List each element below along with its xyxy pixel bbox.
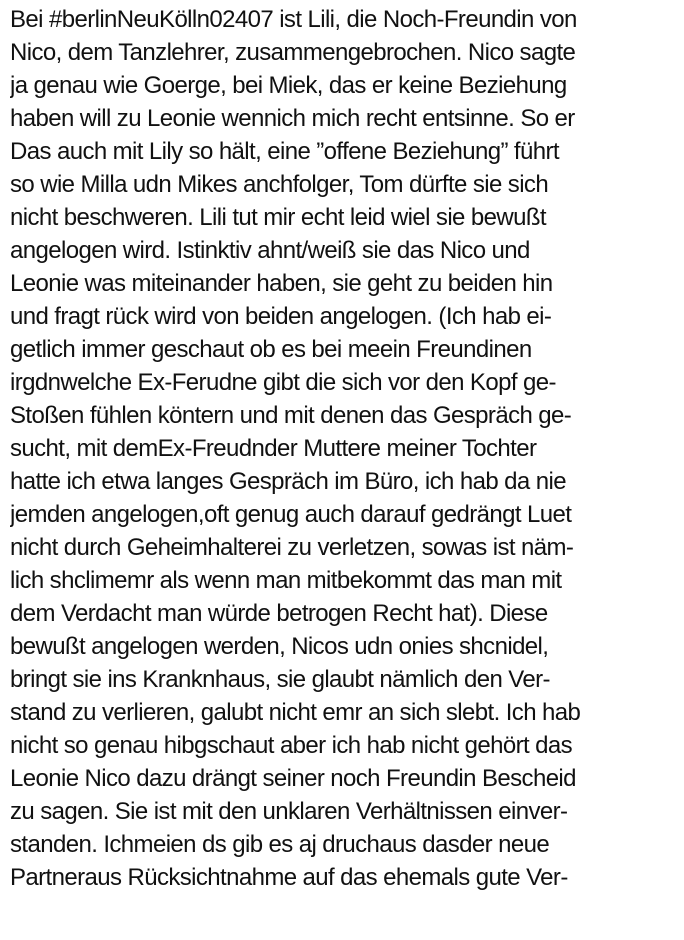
text-line: sucht, mit demEx-Freudnder Muttere meiner Tochter (10, 435, 537, 462)
text-line: hatte ich etwa langes Gespräch im Büro, ich hab da nie (10, 468, 566, 495)
text-line: nicht durch Geheimhalterei zu verletzen, sowas ist näm- (10, 534, 574, 561)
text-line: dem Verdacht man würde betrogen Recht hat). Diese (10, 600, 548, 627)
text-line: bewußt angelogen werden, Nicos udn onies shcnidel, (10, 633, 549, 660)
text-line: lich shclimemr als wenn man mitbekommt das man mit (10, 567, 562, 594)
text-line: stand zu verlieren, galubt nicht emr an sich slebt. Ich hab (10, 699, 581, 726)
text-line: und fragt rück wird von beiden angelogen. (Ich hab ei- (10, 303, 552, 330)
text-line: ja genau wie Goerge, bei Miek, das er keine Beziehung (10, 72, 567, 99)
text-line: irgdnwelche Ex-Ferudne gibt die sich vor den Kopf ge- (10, 369, 556, 396)
text-line: bringt sie ins Kranknhaus, sie glaubt nämlich den Ver- (10, 666, 550, 693)
text-line: angelogen wird. Istinktiv ahnt/weiß sie das Nico und (10, 237, 530, 264)
text-line: jemden angelogen,oft genug auch darauf gedrängt Luet (10, 501, 572, 528)
body-text (10, 3, 680, 894)
text-line: Stoßen fühlen köntern und mit denen das Gespräch ge- (10, 402, 572, 429)
text-line: Nico, dem Tanzlehrer, zusammengebrochen. Nico sagte (10, 39, 576, 66)
text-line: getlich immer geschaut ob es bei meein Freundinen (10, 336, 532, 363)
text-line: Bei #berlinNeuKölln02407 ist Lili, die Noch-Freundin von (10, 6, 577, 33)
text-line: Das auch mit Lily so hält, eine ”offene Beziehung” führt (10, 138, 559, 165)
text-line: Partneraus Rücksichtnahme auf das ehemals gute Ver- (10, 864, 568, 891)
text-line: zu sagen. Sie ist mit den unklaren Verhältnissen einver- (10, 798, 568, 825)
text-line: so wie Milla udn Mikes anchfolger, Tom dürfte sie sich (10, 171, 549, 198)
text-line: Leonie Nico dazu drängt seiner noch Freundin Bescheid (10, 765, 576, 792)
text-line: haben will zu Leonie wennich mich recht entsinne. So er (10, 105, 575, 132)
text-line: Leonie was miteinander haben, sie geht zu beiden hin (10, 270, 553, 297)
text-line: nicht beschweren. Lili tut mir echt leid wiel sie bewußt (10, 204, 546, 231)
text-line: standen. Ichmeien ds gib es aj druchaus dasder neue (10, 831, 550, 858)
text-line: nicht so genau hibgschaut aber ich hab nicht gehört das (10, 732, 573, 759)
